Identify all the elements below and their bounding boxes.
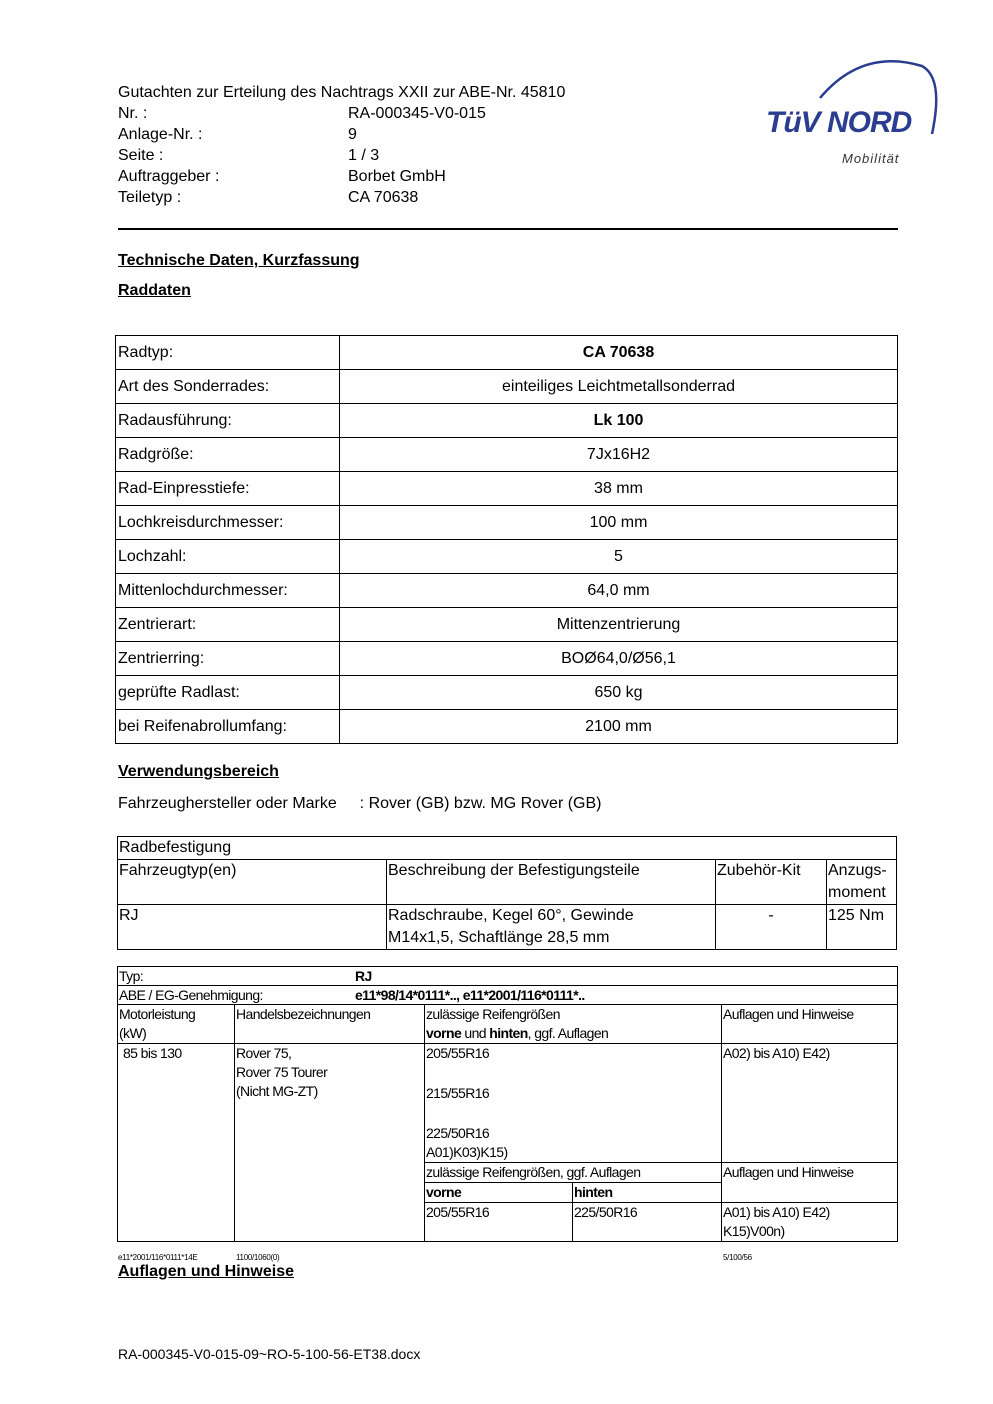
small-code-mid: 1100/1060(0) (236, 1253, 280, 1262)
vehicle-vorne-value: 205/55R16 (425, 1203, 573, 1242)
section-heading-raddaten: Raddaten (118, 282, 191, 299)
wheel-data-label: Radtyp: (116, 336, 340, 370)
logo-brand: TüV NORD (766, 106, 912, 139)
vehicle-auflagen-2-line: K15)V00n) (723, 1223, 785, 1239)
wheel-data-label: Art des Sonderrades: (116, 370, 340, 404)
fastening-header-kit: Zubehör-Kit (716, 860, 827, 905)
wheel-data-value: Lk 100 (340, 404, 898, 438)
wheel-data-value: 650 kg (340, 676, 898, 710)
wheel-data-label: Zentrierart: (116, 608, 340, 642)
usage-value: Rover (GB) bzw. MG Rover (GB) (368, 795, 602, 812)
wheel-data-table (115, 335, 898, 744)
vehicle-abe-value: e11*98/14*0111*.., e11*2001/116*0111*.. (355, 987, 585, 1003)
fastening-row-kit: - (716, 905, 827, 950)
usage-line (118, 795, 602, 813)
vehicle-name: Rover 75, (236, 1045, 292, 1061)
usage-label: Fahrzeughersteller oder Marke (118, 795, 337, 812)
vehicle-typ-row (118, 967, 898, 986)
vehicle-tyre: 215/55R16 (426, 1085, 490, 1101)
section-heading-auflagen: Auflagen und Hinweise (118, 1263, 295, 1280)
wheel-data-row (116, 336, 898, 370)
wheel-data-value: 64,0 mm (340, 574, 898, 608)
wheel-data-value: CA 70638 (340, 336, 898, 370)
vehicle-vorne-label: vorne (425, 1183, 573, 1203)
usage-separator: : (359, 795, 365, 812)
header-field-value: 9 (348, 126, 357, 143)
vehicle-name: (Nicht MG-ZT) (236, 1083, 318, 1099)
wheel-data-row (116, 676, 898, 710)
vehicle-header-reifen (425, 1005, 722, 1044)
vehicle-auflagen-2-line: A01) bis A10) E42) (723, 1204, 830, 1220)
vehicle-sub-header: zulässige Reifengrößen, ggf. Auflagen (425, 1163, 722, 1183)
section-heading-tech: Technische Daten, Kurzfassung (118, 252, 360, 269)
vehicle-hinten-value: 225/50R16 (573, 1203, 722, 1242)
fastening-table (117, 836, 897, 950)
reifen-vorne-label: vorne (426, 1025, 462, 1041)
vehicle-name: Rover 75 Tourer (236, 1064, 328, 1080)
vehicle-header-motor-line: Motorleistung (119, 1006, 196, 1022)
wheel-data-row (116, 608, 898, 642)
document-title: Gutachten zur Erteilung des Nachtrags XXII zur ABE-Nr. 45810 (118, 84, 566, 101)
wheel-data-value: 2100 mm (340, 710, 898, 744)
fastening-row-desc-line: Radschraube, Kegel 60°, Gewinde (388, 907, 634, 924)
header-field-label: Teiletyp : (118, 189, 182, 206)
wheel-data-row (116, 540, 898, 574)
fastening-row-moment: 125 Nm (827, 905, 897, 950)
fastening-row-type: RJ (118, 905, 387, 950)
wheel-data-value: BOØ64,0/Ø56,1 (340, 642, 898, 676)
vehicle-abe-label: ABE / EG-Genehmigung: (119, 987, 263, 1003)
small-code-left: e11*2001/116*0111*14E (118, 1253, 198, 1262)
section-heading-verwendung: Verwendungsbereich (118, 763, 279, 780)
wheel-data-row (116, 472, 898, 506)
wheel-data-label: Zentrierring: (116, 642, 340, 676)
vehicle-tyres (425, 1044, 722, 1163)
vehicle-typ-value: RJ (355, 968, 372, 984)
wheel-data-label: Lochzahl: (116, 540, 340, 574)
fastening-header-moment (827, 860, 897, 905)
wheel-data-value: Mittenzentrierung (340, 608, 898, 642)
vehicle-motor: 85 bis 130 (118, 1044, 235, 1242)
wheel-data-label: Radgröße: (116, 438, 340, 472)
header-field-label: Auftraggeber : (118, 168, 220, 185)
fastening-row-desc (387, 905, 716, 950)
wheel-data-row (116, 438, 898, 472)
wheel-data-row (116, 404, 898, 438)
wheel-data-value: 5 (340, 540, 898, 574)
tuv-nord-logo (762, 56, 942, 171)
wheel-data-value: 7Jx16H2 (340, 438, 898, 472)
vehicle-abe-row (118, 986, 898, 1005)
header-field-value: Borbet GmbH (348, 168, 446, 185)
vehicle-names (235, 1044, 425, 1242)
vehicle-header-motor (118, 1005, 235, 1044)
wheel-data-row (116, 642, 898, 676)
wheel-data-row (116, 370, 898, 404)
fastening-header-moment-line: Anzugs- (828, 862, 887, 879)
header-field-value: 1 / 3 (348, 147, 380, 164)
vehicle-auflagen-1: A02) bis A10) E42) (722, 1044, 898, 1163)
fastening-row-desc-line: M14x1,5, Schaftlänge 28,5 mm (388, 929, 610, 946)
vehicle-header-reifen-line2 (426, 1024, 720, 1043)
vehicle-hinten-label: hinten (573, 1183, 722, 1203)
header-field-value: RA-000345-V0-015 (348, 105, 486, 122)
wheel-data-row (116, 710, 898, 744)
wheel-data-label: bei Reifenabrollumfang: (116, 710, 340, 744)
header-divider (118, 228, 898, 230)
fastening-header-type: Fahrzeugtyp(en) (118, 860, 387, 905)
reifen-rest-text: , ggf. Auflagen (527, 1025, 609, 1041)
wheel-data-label: geprüfte Radlast: (116, 676, 340, 710)
wheel-data-value: einteiliges Leichtmetallsonderrad (340, 370, 898, 404)
vehicle-tyre: 205/55R16 (426, 1045, 490, 1061)
vehicle-table (117, 966, 898, 1242)
wheel-data-label: Radausführung: (116, 404, 340, 438)
vehicle-header-motor-line: (kW) (119, 1025, 147, 1041)
reifen-hinten-label: hinten (489, 1025, 528, 1041)
header-field-label: Anlage-Nr. : (118, 126, 203, 143)
fastening-header-moment-line: moment (828, 884, 886, 901)
wheel-data-value: 100 mm (340, 506, 898, 540)
vehicle-auflagen-2 (722, 1203, 898, 1242)
fastening-header-desc: Beschreibung der Befestigungsteile (387, 860, 716, 905)
vehicle-header-reifen-line: zulässige Reifengrößen (426, 1006, 560, 1022)
wheel-data-label: Mittenlochdurchmesser: (116, 574, 340, 608)
small-code-right: 5/100/56 (723, 1253, 752, 1262)
wheel-data-row (116, 574, 898, 608)
header-field-value: CA 70638 (348, 189, 419, 206)
vehicle-header-auflagen: Auflagen und Hinweise (722, 1005, 898, 1044)
logo-subtitle: Mobilität (842, 151, 900, 166)
vehicle-tyre-note: A01)K03)K15) (426, 1144, 508, 1160)
header-field-label: Nr. : (118, 105, 148, 122)
vehicle-header-handel: Handelsbezeichnungen (235, 1005, 425, 1044)
wheel-data-row (116, 506, 898, 540)
reifen-und-text: und (461, 1025, 490, 1041)
header-field-label: Seite : (118, 147, 164, 164)
footer-filename: RA-000345-V0-015-09~RO-5-100-56-ET38.docx (118, 1346, 421, 1362)
vehicle-tyre: 225/50R16 (426, 1125, 490, 1141)
wheel-data-label: Rad-Einpresstiefe: (116, 472, 340, 506)
fastening-title: Radbefestigung (118, 837, 897, 860)
wheel-data-label: Lochkreisdurchmesser: (116, 506, 340, 540)
vehicle-typ-label: Typ: (119, 968, 144, 984)
wheel-data-value: 38 mm (340, 472, 898, 506)
vehicle-sub-auflagen: Auflagen und Hinweise (722, 1163, 898, 1203)
